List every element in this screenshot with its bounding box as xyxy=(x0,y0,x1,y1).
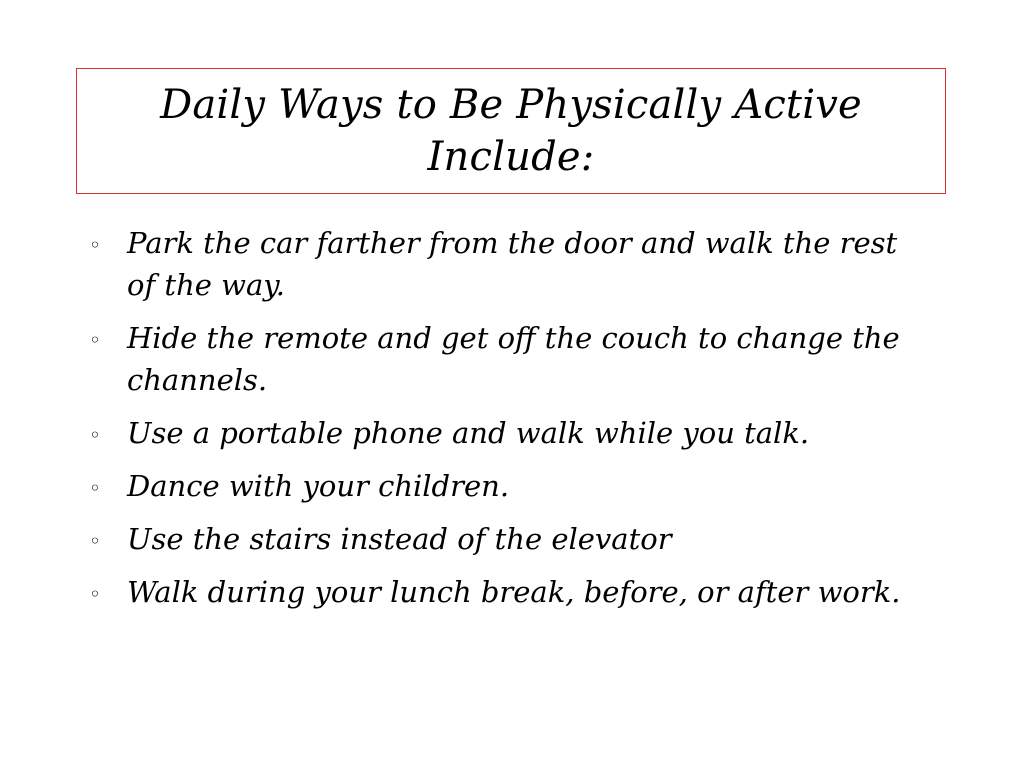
list-item-text: Hide the remote and get off the couch to change the channels. xyxy=(127,321,900,397)
list-item-text: Park the car farther from the door and walk the rest of the way. xyxy=(127,226,898,302)
title-box xyxy=(76,68,946,194)
bullet-list xyxy=(85,222,925,624)
bullet-icon: ◦ xyxy=(89,582,101,606)
bullet-icon: ◦ xyxy=(89,529,101,553)
list-item-text: Dance with your children. xyxy=(127,469,510,503)
bullet-icon: ◦ xyxy=(89,476,101,500)
list-item xyxy=(85,317,925,401)
list-item xyxy=(85,222,925,306)
bullet-icon: ◦ xyxy=(89,233,101,257)
title-line-2: Include: xyxy=(427,134,595,180)
list-item-text: Use a portable phone and walk while you talk. xyxy=(127,416,810,450)
list-item xyxy=(85,518,925,560)
title-line-1: Daily Ways to Be Physically Active xyxy=(160,82,862,128)
list-item-text: Walk during your lunch break, before, or after work. xyxy=(127,575,901,609)
list-item xyxy=(85,571,925,613)
list-item xyxy=(85,465,925,507)
slide-title xyxy=(150,79,872,183)
bullet-icon: ◦ xyxy=(89,328,101,352)
list-item xyxy=(85,412,925,454)
bullet-icon: ◦ xyxy=(89,423,101,447)
list-item-text: Use the stairs instead of the elevator xyxy=(127,522,672,556)
